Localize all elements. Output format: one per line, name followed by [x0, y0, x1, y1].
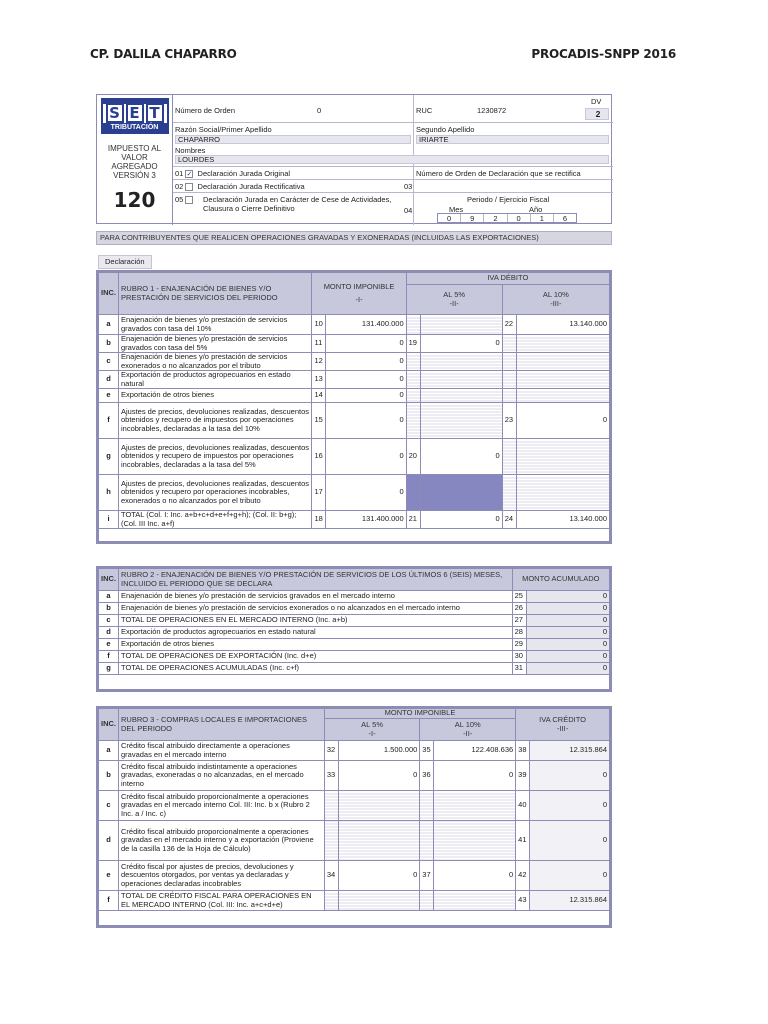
row-inc: d: [99, 821, 119, 861]
tab-declaracion[interactable]: Declaración: [98, 255, 152, 269]
box-code: 13: [312, 371, 326, 389]
iva-credito-value[interactable]: 0: [530, 861, 610, 891]
box-code: [406, 371, 420, 389]
logo-letter: T: [146, 103, 164, 123]
box-code: [420, 891, 434, 911]
rubro2-row: [99, 651, 610, 663]
rubro1-monto-sub: -I-: [355, 294, 363, 304]
option-01[interactable]: [175, 169, 290, 178]
iva-10-value: [516, 371, 609, 389]
rubro1-table: [98, 272, 610, 529]
row-inc: c: [99, 353, 119, 371]
box-code: 31: [512, 663, 526, 675]
code-04: 04: [404, 206, 413, 215]
monto-imponible-value[interactable]: 131.400.000: [326, 315, 406, 335]
box-code: 42: [516, 861, 530, 891]
box-code: 41: [516, 821, 530, 861]
option-05-checkbox[interactable]: [185, 196, 193, 204]
box-code: [502, 371, 516, 389]
monto-acumulado-value[interactable]: 0: [526, 603, 609, 615]
row-inc: g: [99, 663, 119, 675]
rubro2-row: [99, 603, 610, 615]
rubro2-row: [99, 615, 610, 627]
box-code: 12: [312, 353, 326, 371]
option-05-label: Declaración Jurada en Carácter de Cese de Actividades, Clausura o Cierre Definitivo: [203, 195, 392, 213]
rubro2-row: [99, 591, 610, 603]
rubro2-row: [99, 627, 610, 639]
row-description: Exportación de productos agropecuarios en estado natural: [119, 627, 513, 639]
segundo-apellido-field[interactable]: IRIARTE: [416, 135, 609, 144]
monto-imponible-value[interactable]: 0: [326, 475, 406, 511]
rubro3-al10-label: AL 10%: [454, 720, 481, 729]
iva-credito-value[interactable]: 0: [530, 791, 610, 821]
box-code: 15: [312, 403, 326, 439]
monto-acumulado-value[interactable]: 0: [526, 663, 609, 675]
iva-5-value[interactable]: 0: [420, 335, 502, 353]
iva-10-value: [516, 475, 609, 511]
course-header: PROCADIS-SNPP 2016: [531, 47, 676, 61]
form-header-block: [96, 94, 612, 224]
monto-imponible-value[interactable]: 0: [326, 353, 406, 371]
rubro1-monto-header: [312, 273, 406, 315]
rubro3-iva-sub: -III-: [556, 723, 569, 733]
iva-10-value[interactable]: 0: [516, 403, 609, 439]
row-inc: b: [99, 761, 119, 791]
logo-letter: E: [126, 103, 144, 123]
periodo-digit: 1: [531, 214, 554, 222]
box-code: [324, 821, 338, 861]
monto-10-value[interactable]: 122.408.636: [434, 741, 516, 761]
row-description: Enajenación de bienes y/o prestación de servicios gravados con tasa del 10%: [119, 315, 312, 335]
row-inc: i: [99, 511, 119, 529]
dv-field[interactable]: 2: [585, 108, 609, 120]
monto-10-value[interactable]: 0: [434, 761, 516, 791]
row-description: TOTAL DE CRÉDITO FISCAL PARA OPERACIONES EN EL MERCADO INTERNO (Col. III: Inc. a+c+d+e): [119, 891, 325, 911]
rubro3-iva-label: IVA CRÉDITO: [539, 715, 586, 724]
iva-10-value[interactable]: 13.140.000: [516, 315, 609, 335]
monto-acumulado-value[interactable]: 0: [526, 639, 609, 651]
row-inc: e: [99, 861, 119, 891]
box-code: 22: [502, 315, 516, 335]
row-inc: a: [99, 591, 119, 603]
rubro3-al5-sub: -I-: [368, 728, 376, 738]
monto-10-value: [434, 791, 516, 821]
monto-imponible-value[interactable]: 0: [326, 371, 406, 389]
rubro3-iva-header: [516, 709, 610, 741]
rubro1-row: [99, 371, 610, 389]
box-code: 24: [502, 511, 516, 529]
rubro3-row: [99, 761, 610, 791]
logo-letter: S: [106, 103, 124, 123]
rubro1-row: [99, 315, 610, 335]
dv-label: DV: [591, 97, 602, 106]
option-01-checkbox[interactable]: ✓: [186, 171, 193, 179]
box-code: 33: [324, 761, 338, 791]
rubro3-row: [99, 791, 610, 821]
row-description: Enajenación de bienes y/o prestación de servicios exonerados o no alcanzados en el mercado interno: [119, 603, 513, 615]
box-code: 23: [502, 403, 516, 439]
box-code: 21: [406, 511, 420, 529]
rubro1-al5-header: [406, 285, 502, 315]
rubro1-inc-header: INC.: [99, 273, 119, 315]
iva-10-value[interactable]: 13.140.000: [516, 511, 609, 529]
row-inc: f: [99, 651, 119, 663]
row-description: Crédito fiscal atribuido proporcionalmente a operaciones gravadas en el mercado interno Col. III: Inc. b x (Rubro 2 Inc. a / Inc. c): [119, 791, 325, 821]
box-code: 14: [312, 389, 326, 403]
periodo-digit: 0: [508, 214, 531, 222]
box-code: 25: [512, 591, 526, 603]
rectifica-label: Número de Orden de Declaración que se rectifica: [416, 169, 581, 178]
author-header: CP. DALILA CHAPARRO: [90, 47, 237, 61]
row-description: Enajenación de bienes y/o prestación de servicios gravados en el mercado interno: [119, 591, 513, 603]
box-code: 28: [512, 627, 526, 639]
box-code: [502, 335, 516, 353]
option-02-label: Declaración Jurada Rectificativa: [197, 182, 305, 191]
box-code: [324, 791, 338, 821]
option-05-code: 05: [175, 195, 184, 204]
rubro3-table: [98, 708, 610, 911]
iva-10-value: [516, 389, 609, 403]
box-code: [406, 403, 420, 439]
set-logo: [101, 98, 169, 134]
box-code: 35: [420, 741, 434, 761]
row-inc: b: [99, 335, 119, 353]
monto-5-value[interactable]: 1.500.000: [338, 741, 419, 761]
row-inc: c: [99, 615, 119, 627]
anio-label: Año: [529, 205, 543, 214]
box-code: 40: [516, 791, 530, 821]
row-description: Ajustes de precios, devoluciones realizadas, descuentos obtenidos y recupero por operaciones incobrables, exonerados o no alcanzados por el tributo: [119, 475, 312, 511]
rubro1-row: [99, 439, 610, 475]
rubro3-al5-header: [324, 719, 419, 741]
monto-imponible-value[interactable]: 0: [326, 389, 406, 403]
box-code: 27: [512, 615, 526, 627]
rubro2-table: [98, 568, 610, 675]
rubro1-al5-sub: -II-: [449, 298, 459, 308]
iva-10-value: [516, 335, 609, 353]
box-code: 30: [512, 651, 526, 663]
row-description: Crédito fiscal atribuido proporcionalmente a operaciones gravadas en el mercado interno y a exportación (Proviene de la casilla 136 de la Hoja de Cálculo): [119, 821, 325, 861]
rubro1-row: [99, 353, 610, 371]
razon-social-label: Razón Social/Primer Apellido: [175, 125, 272, 134]
monto-acumulado-value[interactable]: 0: [526, 615, 609, 627]
row-inc: b: [99, 603, 119, 615]
row-inc: f: [99, 403, 119, 439]
rubro3-title: RUBRO 3 - COMPRAS LOCALES E IMPORTACIONES DEL PERIODO: [119, 709, 325, 741]
rubro1-monto-label: MONTO IMPONIBLE: [323, 282, 395, 291]
periodo-digit: 2: [484, 214, 507, 222]
monto-imponible-value[interactable]: 0: [326, 439, 406, 475]
row-description: TOTAL DE OPERACIONES EN EL MERCADO INTERNO (Inc. a+b): [119, 615, 513, 627]
box-code: [406, 315, 420, 335]
row-inc: e: [99, 389, 119, 403]
logo-tributacion: TRIBUTACIÓN: [103, 123, 167, 132]
box-code: 43: [516, 891, 530, 911]
rubro1-al5-label: AL 5%: [443, 290, 466, 299]
rubro1-row: [99, 475, 610, 511]
box-code: 26: [512, 603, 526, 615]
iva-credito-value[interactable]: 0: [530, 761, 610, 791]
box-code: 29: [512, 639, 526, 651]
rubro1-iva-header: IVA DÉBITO: [406, 273, 609, 285]
row-description: Crédito fiscal atribuido indistintamente a operaciones gravadas, exoneradas o no alcanzadas, en el mercado interno: [119, 761, 325, 791]
ruc-value: 1230872: [477, 106, 507, 115]
monto-imponible-value[interactable]: 0: [326, 403, 406, 439]
box-code: [324, 891, 338, 911]
rubro1-row: [99, 403, 610, 439]
row-description: Exportación de productos agropecuarios en estado natural: [119, 371, 312, 389]
box-code: 19: [406, 335, 420, 353]
row-description: Ajustes de precios, devoluciones realizadas, descuentos obtenidos y recupero de impuestos por operaciones incobrables, declaradas a la tasa del 5%: [119, 439, 312, 475]
monto-10-value: [434, 821, 516, 861]
iva-5-value: [420, 315, 502, 335]
box-code: 36: [420, 761, 434, 791]
box-code: 10: [312, 315, 326, 335]
rubro1-row: [99, 511, 610, 529]
rubro1-al10-label: AL 10%: [542, 290, 569, 299]
box-code: [502, 353, 516, 371]
rubro3-inc-header: INC.: [99, 709, 119, 741]
monto-acumulado-value[interactable]: 0: [526, 651, 609, 663]
row-inc: c: [99, 791, 119, 821]
row-description: Ajustes de precios, devoluciones realizadas, descuentos obtenidos y recupero de impuestos por operaciones incobrables, declaradas a la tasa del 10%: [119, 403, 312, 439]
razon-social-field[interactable]: CHAPARRO: [175, 135, 411, 144]
mes-label: Mes: [449, 205, 464, 214]
rubro2-inc-header: INC.: [99, 569, 119, 591]
box-code: 17: [312, 475, 326, 511]
row-inc: e: [99, 639, 119, 651]
row-inc: g: [99, 439, 119, 475]
box-code: 39: [516, 761, 530, 791]
box-code: [406, 353, 420, 371]
rubro3-row: [99, 861, 610, 891]
code-03: 03: [404, 182, 413, 191]
iva-5-value: [420, 353, 502, 371]
option-02[interactable]: [175, 182, 305, 191]
row-inc: d: [99, 371, 119, 389]
monto-imponible-value[interactable]: 131.400.000: [326, 511, 406, 529]
nombres-field[interactable]: LOURDES: [175, 155, 609, 164]
monto-imponible-value[interactable]: 0: [326, 335, 406, 353]
rubro2-title: RUBRO 2 - ENAJENACIÓN DE BIENES Y/O PRESTACIÓN DE SERVICIOS DE LOS ÚLTIMOS 6 (SEIS) MESES, INCLUIDO EL PERIODO QUE SE DECLARA: [119, 569, 513, 591]
iva-credito-value[interactable]: 12.315.864: [530, 741, 610, 761]
rubro2-row: [99, 639, 610, 651]
monto-10-value: [434, 891, 516, 911]
ruc-label: RUC: [416, 106, 433, 115]
row-description: Crédito fiscal por ajustes de precios, devoluciones y descuentos otorgados, por ventas ya declaradas y operaciones declaradas incobrables: [119, 861, 325, 891]
rubro2-row: [99, 663, 610, 675]
iva-5-value: [420, 371, 502, 389]
box-code: 11: [312, 335, 326, 353]
periodo-digit: 0: [438, 214, 461, 222]
rubro1-row: [99, 389, 610, 403]
box-code: [420, 821, 434, 861]
iva-5-value: [420, 403, 502, 439]
row-inc: a: [99, 741, 119, 761]
rubro1-row: [99, 335, 610, 353]
iva-5-value: [420, 389, 502, 403]
form-number: 120: [113, 188, 156, 212]
row-inc: h: [99, 475, 119, 511]
periodo-digit: 6: [562, 214, 568, 223]
box-code: 38: [516, 741, 530, 761]
row-description: Enajenación de bienes y/o prestación de servicios gravados con tasa del 5%: [119, 335, 312, 353]
box-code: 32: [324, 741, 338, 761]
rubro3-row: [99, 891, 610, 911]
row-description: TOTAL DE OPERACIONES ACUMULADAS (Inc. c+f): [119, 663, 513, 675]
logo-column: [97, 95, 173, 225]
row-description: TOTAL (Col. I: Inc. a+b+c+d+e+f+g+h); (Col. II: b+g); (Col. III Inc. a+f): [119, 511, 312, 529]
rubro1-al10-sub: -III-: [550, 298, 562, 308]
box-code: 20: [406, 439, 420, 475]
monto-5-value: [338, 891, 419, 911]
segundo-apellido-label: Segundo Apellido: [416, 125, 475, 134]
rubro3-al10-header: [420, 719, 516, 741]
box-code: [502, 439, 516, 475]
row-description: Enajenación de bienes y/o prestación de servicios exonerados o no alcanzados por el tributo: [119, 353, 312, 371]
row-description: Exportación de otros bienes: [119, 639, 513, 651]
box-code: 16: [312, 439, 326, 475]
numero-orden-value: 0: [317, 106, 322, 115]
monto-5-value[interactable]: 0: [338, 861, 419, 891]
contribuyentes-banner: PARA CONTRIBUYENTES QUE REALICEN OPERACIONES GRAVADAS Y EXONERADAS (INCLUIDAS LAS EXPORTACIONES): [96, 231, 612, 245]
row-inc: a: [99, 315, 119, 335]
option-01-code: 01: [175, 169, 184, 178]
option-02-code: 02: [175, 182, 184, 191]
box-code: [406, 389, 420, 403]
iva-5-value: [420, 475, 502, 511]
row-description: Crédito fiscal atribuido directamente a operaciones gravadas en el mercado interno: [119, 741, 325, 761]
iva-10-value: [516, 439, 609, 475]
iva-10-value: [516, 353, 609, 371]
rubro3-al5-label: AL 5%: [361, 720, 383, 729]
box-code: 37: [420, 861, 434, 891]
option-02-checkbox[interactable]: [185, 183, 193, 191]
box-code: 34: [324, 861, 338, 891]
periodo-label: Periodo / Ejercicio Fiscal: [467, 195, 550, 204]
box-code: [406, 475, 420, 511]
row-inc: f: [99, 891, 119, 911]
rubro2-monto-header: MONTO ACUMULADO: [512, 569, 609, 591]
monto-10-value[interactable]: 0: [434, 861, 516, 891]
iva-5-value[interactable]: 0: [420, 511, 502, 529]
iva-5-value[interactable]: 0: [420, 439, 502, 475]
periodo-digit: 9: [461, 214, 484, 222]
row-inc: d: [99, 627, 119, 639]
rubro1-title: RUBRO 1 - ENAJENACIÓN DE BIENES Y/O PRESTACIÓN DE SERVICIOS DEL PERIODO: [119, 273, 312, 315]
rubro3-row: [99, 821, 610, 861]
periodo-digits[interactable]: [437, 213, 577, 223]
monto-5-value: [338, 821, 419, 861]
rubro3-monto-header: MONTO IMPONIBLE: [324, 709, 515, 719]
monto-acumulado-value[interactable]: 0: [526, 627, 609, 639]
nombres-label: Nombres: [175, 146, 206, 155]
rubro3-al10-sub: -II-: [463, 728, 473, 738]
box-code: [502, 389, 516, 403]
monto-acumulado-value[interactable]: 0: [526, 591, 609, 603]
monto-5-value: [338, 791, 419, 821]
tax-name: IMPUESTO AL VALOR AGREGADO VERSIÓN 3: [107, 144, 162, 180]
rubro3-row: [99, 741, 610, 761]
option-01-label: Declaración Jurada Original: [197, 169, 291, 178]
monto-5-value[interactable]: 0: [338, 761, 419, 791]
row-description: TOTAL DE OPERACIONES DE EXPORTACIÓN (Inc. d+e): [119, 651, 513, 663]
iva-credito-value[interactable]: 12.315.864: [530, 891, 610, 911]
box-code: [502, 475, 516, 511]
numero-orden-label: Número de Orden: [175, 106, 236, 115]
iva-credito-value[interactable]: 0: [530, 821, 610, 861]
box-code: [420, 791, 434, 821]
row-description: Exportación de otros bienes: [119, 389, 312, 403]
box-code: 18: [312, 511, 326, 529]
rubro1-al10-header: [502, 285, 609, 315]
